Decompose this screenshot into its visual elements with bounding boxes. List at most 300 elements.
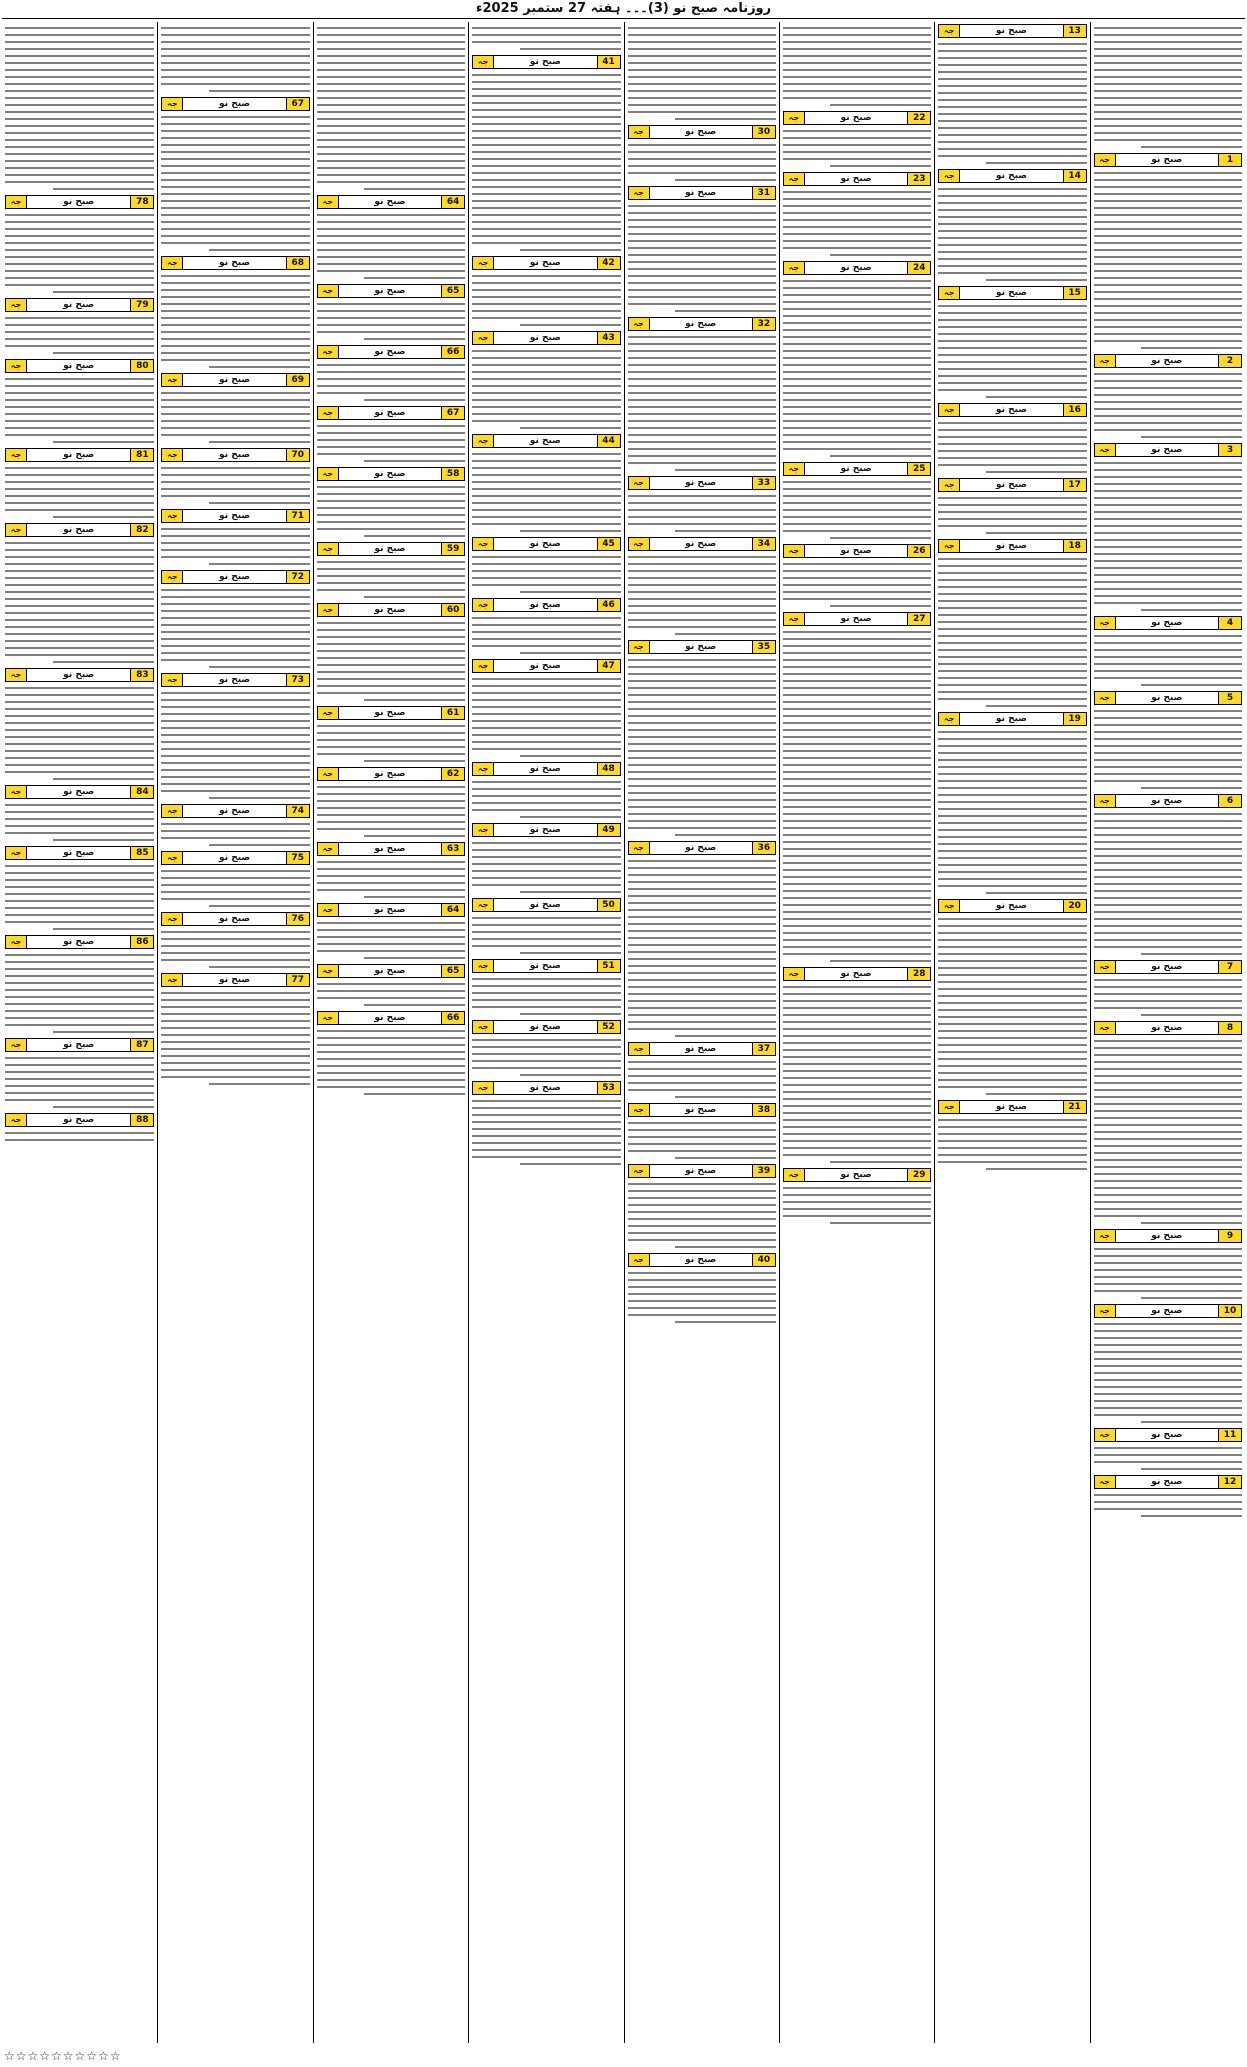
text-line: [1094, 270, 1242, 272]
text-line: [472, 158, 620, 160]
ad-tag: جہ: [6, 360, 27, 372]
ad-number: 28: [907, 968, 930, 980]
text-line: [5, 1139, 154, 1141]
text-line: [161, 992, 309, 994]
text-line: [783, 1126, 931, 1128]
paper-name-label: صبح نو: [1116, 1230, 1218, 1242]
text-line: [783, 708, 931, 710]
ad-header-bar: [472, 1081, 620, 1095]
ad-body-text: [938, 497, 1086, 534]
text-line: [5, 146, 154, 148]
text-line: [317, 807, 465, 809]
ad-body-text: [938, 731, 1086, 894]
text-line: [628, 867, 776, 869]
text-line: [938, 953, 1086, 955]
text-line: [783, 993, 931, 995]
ad-tag: جہ: [629, 1165, 650, 1177]
text-line: [520, 530, 621, 532]
text-line: [783, 570, 931, 572]
text-line: [472, 289, 620, 291]
text-line: [317, 364, 465, 366]
text-line: [938, 794, 1086, 796]
ad-number: 18: [1063, 540, 1086, 552]
ad-header-bar: [628, 317, 776, 331]
footer-stars: ☆☆☆☆☆☆☆☆☆☆: [4, 2049, 122, 2063]
text-line: [986, 892, 1087, 894]
ad-body-text: [5, 467, 154, 518]
text-line: [628, 151, 776, 153]
ad-body-text: [472, 350, 620, 429]
paper-name-label: صبح نو: [1116, 1305, 1218, 1317]
text-line: [317, 270, 465, 272]
ad-number: 65: [441, 285, 464, 297]
text-line: [161, 1062, 309, 1064]
ad-body-text: [161, 528, 309, 565]
text-line: [5, 317, 154, 319]
ad-tag: جہ: [939, 713, 960, 725]
text-line: [1141, 1515, 1242, 1517]
ad-tag: جہ: [6, 299, 27, 311]
text-line: [628, 556, 776, 558]
ad-body-text: [472, 74, 620, 251]
text-line: [161, 699, 309, 701]
paper-name-label: صبح نو: [27, 1039, 130, 1051]
ad-tag: جہ: [629, 842, 650, 854]
text-line: [628, 605, 776, 607]
ad-header-bar: [1094, 443, 1242, 457]
text-line: [317, 97, 465, 99]
ad-tag: جہ: [1095, 692, 1116, 704]
text-line: [628, 275, 776, 277]
text-line: [161, 837, 309, 839]
text-line: [5, 584, 154, 586]
ad-header-bar: [472, 434, 620, 448]
text-line: [938, 209, 1086, 211]
text-line: [5, 1078, 154, 1080]
ad-number: 82: [130, 524, 153, 536]
ad-body-text: [628, 1122, 776, 1159]
text-line: [783, 1119, 931, 1121]
text-line: [53, 928, 155, 930]
ad-body-text: [783, 130, 931, 167]
ad-tag: جہ: [162, 852, 183, 864]
text-line: [938, 864, 1086, 866]
text-line: [938, 843, 1086, 845]
ad-body-text: [1094, 1248, 1242, 1299]
text-line: [161, 631, 309, 633]
text-line: [317, 692, 465, 694]
text-line: [5, 771, 154, 773]
text-line: [675, 834, 776, 836]
text-line: [938, 43, 1086, 45]
text-line: [317, 1044, 465, 1046]
text-line: [1094, 553, 1242, 555]
paper-name-label: صبح نو: [650, 1165, 752, 1177]
text-line: [783, 41, 931, 43]
paper-name-label: صبح نو: [960, 479, 1062, 491]
text-line: [938, 333, 1086, 335]
text-line: [783, 90, 931, 92]
text-line: [161, 1027, 309, 1029]
text-line: [161, 48, 309, 50]
text-line: [783, 301, 931, 303]
ad-number: 46: [597, 599, 620, 611]
ad-body-text: [783, 986, 931, 1163]
text-line: [317, 160, 465, 162]
text-line: [830, 254, 931, 256]
text-line: [317, 1058, 465, 1060]
text-line: [783, 792, 931, 794]
ad-body-text: [472, 453, 620, 532]
text-line: [783, 911, 931, 913]
text-line: [5, 111, 154, 113]
text-line: [628, 972, 776, 974]
text-line: [1141, 1222, 1242, 1224]
text-line: [1094, 284, 1242, 286]
paper-name-label: صبح نو: [650, 1043, 752, 1055]
text-line: [783, 1194, 931, 1196]
text-line: [161, 952, 309, 954]
text-line: [161, 528, 309, 530]
text-line: [472, 727, 620, 729]
ad-tag: جہ: [162, 571, 183, 583]
text-line: [675, 1246, 776, 1248]
ad-header-bar: [317, 767, 465, 781]
ad-header-bar: [938, 24, 1086, 38]
text-line: [675, 1035, 776, 1037]
paper-name-label: صبح نو: [339, 768, 441, 780]
text-line: [1094, 1407, 1242, 1409]
text-line: [675, 469, 776, 471]
text-line: [938, 305, 1086, 307]
text-line: [628, 673, 776, 675]
text-line: [938, 628, 1086, 630]
ad-body-text: [161, 27, 309, 92]
text-line: [5, 818, 154, 820]
ad-header-bar: [628, 1103, 776, 1117]
text-line: [317, 875, 465, 877]
text-line: [1094, 55, 1242, 57]
ad-body-text: [628, 144, 776, 181]
paper-name-label: صبح نو: [1116, 692, 1218, 704]
text-line: [5, 722, 154, 724]
text-line: [1094, 518, 1242, 520]
text-line: [5, 385, 154, 387]
text-line: [938, 237, 1086, 239]
text-line: [472, 207, 620, 209]
ad-tag: جہ: [1095, 355, 1116, 367]
text-line: [783, 1035, 931, 1037]
text-line: [161, 317, 309, 319]
text-line: [1094, 539, 1242, 541]
text-line: [628, 951, 776, 953]
text-line: [5, 235, 154, 237]
ad-body-text: [161, 275, 309, 368]
text-line: [675, 179, 776, 181]
text-line: [161, 338, 309, 340]
paper-name-label: صبح نو: [339, 843, 441, 855]
text-line: [317, 990, 465, 992]
text-line: [938, 607, 1086, 609]
text-line: [317, 500, 465, 502]
text-line: [986, 396, 1087, 398]
column-8: [2, 22, 157, 2043]
text-line: [472, 1100, 620, 1102]
ad-tag: جہ: [629, 641, 650, 653]
text-line: [5, 1099, 154, 1101]
ad-header-bar: [1094, 354, 1242, 368]
text-line: [1094, 834, 1242, 836]
ad-number: 42: [597, 257, 620, 269]
ad-number: 43: [597, 332, 620, 344]
text-line: [472, 523, 620, 525]
ad-body-text: [783, 563, 931, 607]
text-line: [53, 1031, 155, 1033]
text-line: [628, 1089, 776, 1091]
paper-name-label: صبح نو: [183, 974, 285, 986]
text-line: [938, 918, 1086, 920]
ad-number: 60: [441, 604, 464, 616]
text-line: [161, 790, 309, 792]
text-line: [161, 1034, 309, 1036]
text-line: [1094, 221, 1242, 223]
ad-tag: جہ: [6, 449, 27, 461]
text-line: [628, 205, 776, 207]
text-line: [938, 148, 1086, 150]
text-line: [5, 221, 154, 223]
text-line: [1094, 1323, 1242, 1325]
text-line: [5, 181, 154, 183]
text-line: [472, 917, 620, 919]
text-line: [1094, 855, 1242, 857]
ad-header-bar: [161, 373, 309, 387]
text-line: [5, 701, 154, 703]
text-line: [317, 732, 465, 734]
text-line: [628, 172, 776, 174]
ad-number: 52: [597, 1021, 620, 1033]
text-line: [317, 929, 465, 931]
ad-body-text: [161, 392, 309, 443]
text-line: [364, 760, 465, 762]
paper-name-label: صبح نو: [27, 1114, 130, 1126]
ad-body-text: [161, 870, 309, 907]
text-line: [938, 635, 1086, 637]
text-line: [938, 836, 1086, 838]
text-line: [472, 617, 620, 619]
text-line: [783, 308, 931, 310]
text-line: [161, 123, 309, 125]
ad-number: 72: [286, 571, 309, 583]
ad-header-bar: [628, 186, 776, 200]
text-line: [161, 310, 309, 312]
text-line: [1094, 401, 1242, 403]
text-line: [1094, 1276, 1242, 1278]
ad-number: 48: [597, 763, 620, 775]
text-line: [472, 1107, 620, 1109]
text-line: [5, 1024, 154, 1026]
text-line: [783, 598, 931, 600]
paper-name-label: صبح نو: [27, 669, 130, 681]
text-line: [1094, 1047, 1242, 1049]
text-line: [1094, 890, 1242, 892]
ad-body-text: [317, 486, 465, 537]
ad-number: 25: [907, 463, 930, 475]
paper-name-label: صبح نو: [183, 805, 285, 817]
text-line: [938, 141, 1086, 143]
text-line: [317, 800, 465, 802]
text-line: [520, 652, 621, 654]
text-line: [1094, 490, 1242, 492]
text-line: [783, 226, 931, 228]
ad-tag: جہ: [6, 936, 27, 948]
text-line: [783, 488, 931, 490]
text-line: [628, 516, 776, 518]
paper-name-label: صبح نو: [27, 847, 130, 859]
ad-header-bar: [1094, 960, 1242, 974]
text-line: [472, 577, 620, 579]
paper-name-label: صبح نو: [960, 900, 1062, 912]
text-line: [938, 429, 1086, 431]
text-line: [1094, 179, 1242, 181]
text-line: [938, 939, 1086, 941]
text-line: [628, 1190, 776, 1192]
text-line: [1094, 462, 1242, 464]
text-line: [783, 591, 931, 593]
column-1: [1090, 22, 1245, 2043]
text-line: [1094, 1215, 1242, 1217]
ad-tag: جہ: [162, 374, 183, 386]
ad-body-text: [1094, 27, 1242, 148]
text-line: [161, 741, 309, 743]
text-line: [5, 488, 154, 490]
ad-body-text: [628, 27, 776, 120]
text-line: [5, 118, 154, 120]
text-line: [317, 1030, 465, 1032]
ad-body-text: [472, 978, 620, 1015]
ad-number: 66: [441, 1012, 464, 1024]
text-line: [472, 413, 620, 415]
ad-body-text: [783, 191, 931, 256]
text-line: [5, 687, 154, 689]
text-line: [1094, 1187, 1242, 1189]
ad-tag: جہ: [6, 847, 27, 859]
text-line: [783, 1070, 931, 1072]
text-line: [161, 275, 309, 277]
text-line: [830, 1161, 931, 1163]
paper-name-label: صبح نو: [183, 674, 285, 686]
ad-tag: جہ: [1095, 961, 1116, 973]
text-line: [5, 591, 154, 593]
ad-header-bar: [5, 448, 154, 462]
text-line: [161, 235, 309, 237]
text-line: [472, 109, 620, 111]
ad-number: 14: [1063, 170, 1086, 182]
text-line: [628, 619, 776, 621]
paper-name-label: صبح نو: [650, 842, 752, 854]
text-line: [364, 596, 465, 598]
ad-body-text: [628, 1183, 776, 1248]
text-line: [5, 270, 154, 272]
ad-number: 20: [1063, 900, 1086, 912]
text-line: [783, 27, 931, 29]
text-line: [783, 1084, 931, 1086]
ad-number: 26: [907, 545, 930, 557]
ad-number: 87: [130, 1039, 153, 1051]
text-line: [628, 385, 776, 387]
ad-body-text: [628, 336, 776, 471]
ad-header-bar: [317, 903, 465, 917]
text-line: [783, 946, 931, 948]
text-line: [628, 261, 776, 263]
text-line: [317, 69, 465, 71]
text-line: [472, 1114, 620, 1116]
text-line: [783, 1112, 931, 1114]
text-line: [938, 1147, 1086, 1149]
text-line: [628, 1075, 776, 1077]
text-line: [472, 495, 620, 497]
text-line: [938, 1161, 1086, 1163]
text-line: [5, 736, 154, 738]
ad-number: 53: [597, 1082, 620, 1094]
column-7: [157, 22, 312, 2043]
ad-header-bar: [161, 509, 309, 523]
ad-number: 73: [286, 674, 309, 686]
text-line: [783, 329, 931, 331]
text-line: [472, 317, 620, 319]
text-line: [472, 1142, 620, 1144]
ad-header-bar: [938, 899, 1086, 913]
text-line: [938, 361, 1086, 363]
text-line: [783, 151, 931, 153]
text-line: [161, 776, 309, 778]
ad-number: 30: [752, 126, 775, 138]
ad-header-bar: [1094, 616, 1242, 630]
text-line: [628, 626, 776, 628]
text-line: [1094, 993, 1242, 995]
text-line: [1094, 298, 1242, 300]
text-line: [938, 815, 1086, 817]
ad-body-text: [317, 922, 465, 959]
text-line: [783, 687, 931, 689]
text-line: [472, 151, 620, 153]
text-line: [472, 584, 620, 586]
text-line: [783, 420, 931, 422]
text-line: [1094, 677, 1242, 679]
text-line: [628, 820, 776, 822]
text-line: [783, 694, 931, 696]
paper-name-label: صبح نو: [494, 599, 596, 611]
ad-tag: جہ: [1095, 154, 1116, 166]
text-line: [472, 706, 620, 708]
text-line: [783, 247, 931, 249]
ad-header-bar: [161, 97, 309, 111]
ad-body-text: [317, 786, 465, 837]
ad-header-bar: [5, 1113, 154, 1127]
text-line: [675, 633, 776, 635]
text-line: [783, 509, 931, 511]
text-line: [938, 497, 1086, 499]
ad-number: 37: [752, 1043, 775, 1055]
text-line: [938, 1154, 1086, 1156]
ad-header-bar: [472, 823, 620, 837]
text-line: [161, 556, 309, 558]
paper-name-label: صبح نو: [339, 196, 441, 208]
text-line: [520, 48, 621, 50]
text-line: [1094, 546, 1242, 548]
ad-number: 32: [752, 318, 775, 330]
text-line: [317, 118, 465, 120]
text-line: [938, 808, 1086, 810]
